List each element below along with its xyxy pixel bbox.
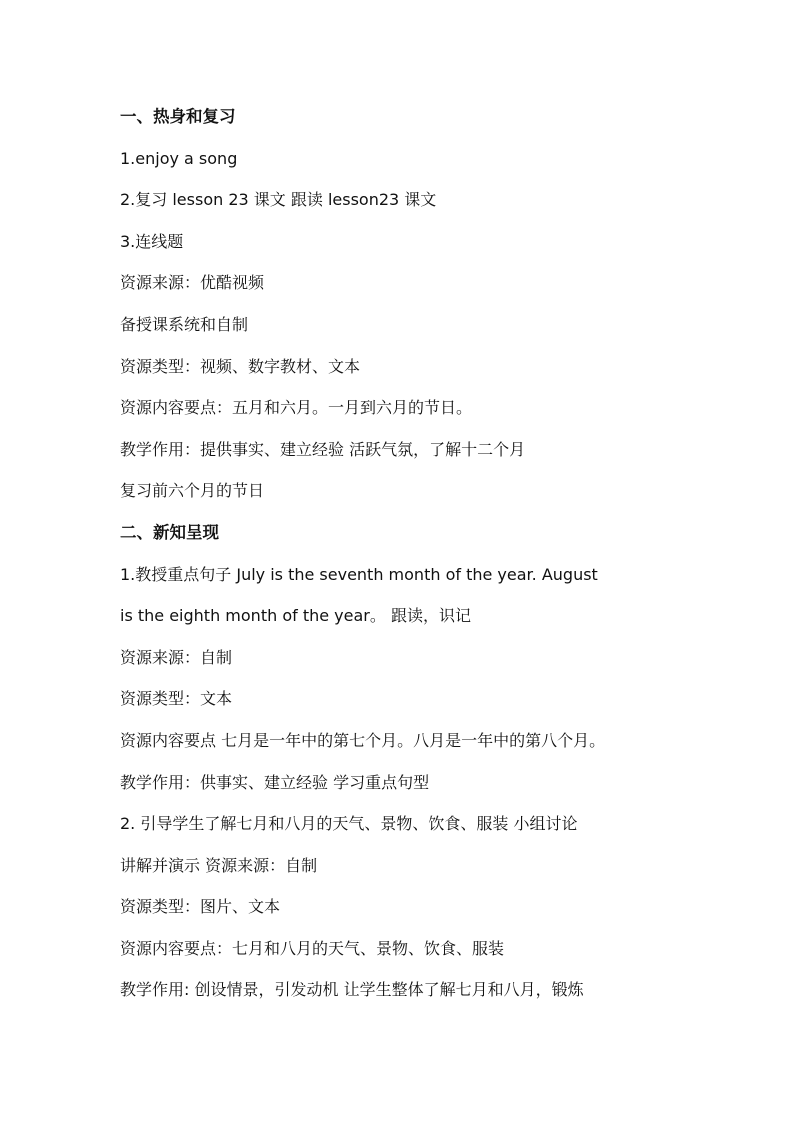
teaching-role-line: 教学作用：提供事实、建立经验 活跃气氛，了解十二个月 [120, 439, 526, 459]
resource-type-line: 资源类型：视频、数字教材、文本 [120, 356, 361, 376]
list-item-review-lesson: 2.复习 lesson 23 课文 跟读 lesson23 课文 [120, 190, 437, 210]
list-item-guide-students-continuation: 讲解并演示 资源来源：自制 [120, 855, 318, 875]
resource-source-line: 资源来源：优酷视频 [120, 273, 265, 293]
teaching-role-continuation: 复习前六个月的节日 [120, 481, 265, 501]
resource-points-line: 资源内容要点：五月和六月。一月到六月的节日。 [120, 398, 473, 418]
list-item-guide-students: 2. 引导学生了解七月和八月的天气、景物、饮食、服装 小组讨论 [120, 814, 578, 834]
resource-type-line: 资源类型：图片、文本 [120, 897, 281, 917]
resource-points-line: 资源内容要点：七月和八月的天气、景物、饮食、服装 [120, 938, 505, 958]
teaching-role-line: 教学作用：供事实、建立经验 学习重点句型 [120, 772, 430, 792]
resource-source-line: 资源来源：自制 [120, 647, 233, 667]
resource-points-line: 资源内容要点 七月是一年中的第七个月。八月是一年中的第八个月。 [120, 730, 606, 750]
list-item-key-sentence: 1.教授重点句子 July is the seventh month of the year. August [120, 564, 598, 584]
resource-type-line: 资源类型：文本 [120, 689, 233, 709]
teaching-role-line: 教学作用: 创设情景，引发动机 让学生整体了解七月和八月，锻炼 [120, 980, 584, 1000]
resource-source-continuation: 备授课系统和自制 [120, 314, 249, 334]
section-heading-warmup: 一、热身和复习 [120, 107, 236, 126]
list-item-enjoy-song: 1.enjoy a song [120, 148, 238, 168]
list-item-key-sentence-continuation: is the eighth month of the year。 跟读，识记 [120, 606, 471, 626]
document-body [120, 96, 676, 1011]
section-heading-new-knowledge: 二、新知呈现 [120, 522, 219, 542]
list-item-matching: 3.连线题 [120, 231, 184, 251]
